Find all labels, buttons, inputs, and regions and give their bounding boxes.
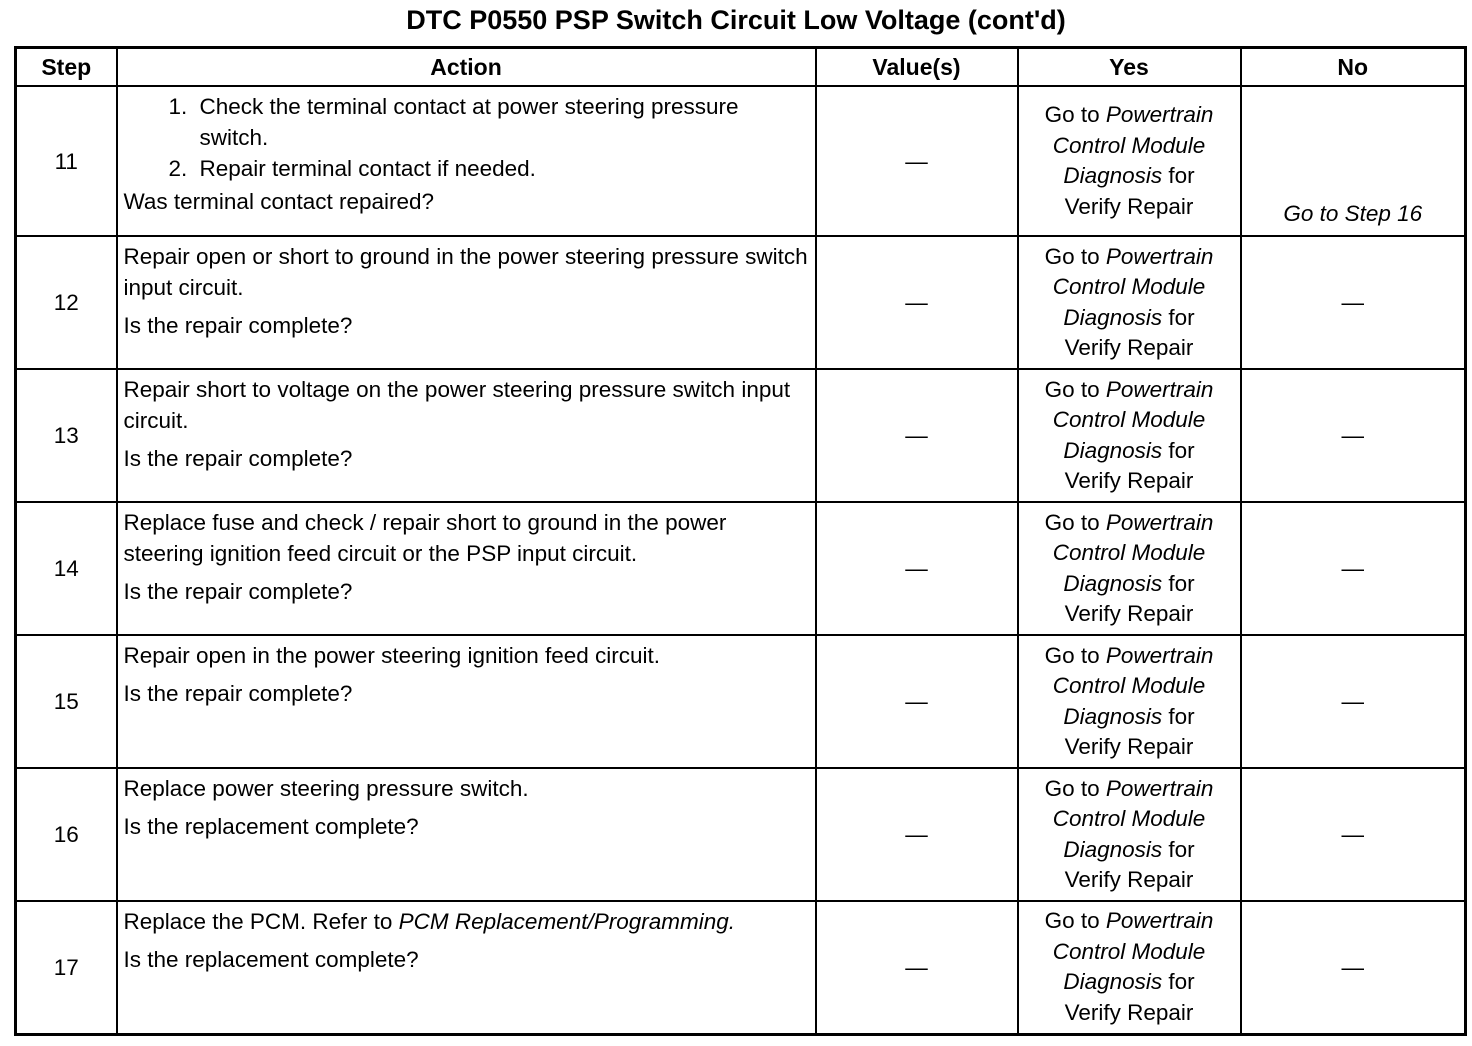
action-question: Is the repair complete?	[123, 313, 353, 338]
yes-link[interactable]: Diagnosis	[1063, 703, 1163, 729]
yes-link[interactable]: Powertrain	[1105, 642, 1214, 668]
table-row	[16, 502, 1466, 635]
yes-tail: Verify Repair	[1064, 734, 1194, 759]
action-question: Was terminal contact repaired?	[123, 189, 435, 214]
table-row	[16, 635, 1466, 768]
header-values: Value(s)	[816, 48, 1018, 87]
value-cell: —	[816, 369, 1018, 502]
table-row	[16, 236, 1466, 369]
yes-link[interactable]: Powertrain	[1105, 509, 1214, 535]
yes-tail: Verify Repair	[1064, 867, 1194, 892]
table-row	[16, 369, 1466, 502]
yes-suffix: for	[1168, 163, 1195, 188]
yes-tail: Verify Repair	[1064, 468, 1194, 493]
action-text: Repair open in the power steering ignition feed circuit.	[123, 643, 661, 668]
yes-cell	[1018, 86, 1241, 236]
value-cell: —	[816, 236, 1018, 369]
yes-link[interactable]: Powertrain	[1105, 908, 1214, 934]
action-text	[124, 906, 809, 937]
yes-link[interactable]: Powertrain	[1105, 376, 1214, 402]
step-number: 11	[16, 86, 117, 236]
yes-tail: Verify Repair	[1064, 335, 1194, 360]
header-action: Action	[117, 48, 816, 87]
action-cell	[117, 901, 816, 1034]
list-item: 1. Check the terminal contact at power steering pressure switch.	[194, 91, 809, 153]
no-cell: —	[1241, 901, 1466, 1034]
action-question: Is the replacement complete?	[123, 947, 419, 972]
action-text: Replace fuse and check / repair short to ground in the power steering ignition feed circuit or the PSP input circuit.	[123, 510, 727, 566]
list-item: 2. Repair terminal contact if needed.	[194, 153, 809, 184]
yes-cell	[1018, 635, 1241, 768]
no-cell: —	[1241, 369, 1466, 502]
yes-go-to: Go to	[1044, 243, 1100, 269]
yes-link[interactable]: Powertrain	[1105, 775, 1214, 801]
yes-cell	[1018, 369, 1241, 502]
yes-link[interactable]: Diagnosis	[1063, 304, 1163, 330]
yes-link[interactable]: Control Module	[1052, 806, 1206, 831]
yes-link[interactable]: Diagnosis	[1063, 163, 1163, 188]
action-cell	[117, 86, 816, 236]
yes-suffix: for	[1168, 304, 1195, 330]
action-cell	[117, 635, 816, 768]
diagnostic-table	[14, 46, 1467, 1036]
yes-link[interactable]: Control Module	[1052, 673, 1206, 698]
action-prefix: Replace the PCM. Refer to	[123, 909, 393, 934]
value-cell: —	[816, 635, 1018, 768]
header-no: No	[1241, 48, 1466, 87]
action-list	[124, 91, 809, 184]
yes-go-to: Go to	[1044, 775, 1100, 801]
step-number: 14	[16, 502, 117, 635]
yes-link[interactable]: Diagnosis	[1063, 836, 1163, 862]
action-text: Repair short to voltage on the power steering pressure switch input circuit.	[123, 377, 791, 433]
value-cell: —	[816, 86, 1018, 236]
yes-link[interactable]: Powertrain	[1105, 243, 1214, 269]
yes-tail: Verify Repair	[1064, 193, 1194, 219]
yes-cell	[1018, 502, 1241, 635]
yes-tail: Verify Repair	[1064, 999, 1194, 1025]
yes-link[interactable]: Diagnosis	[1063, 437, 1163, 463]
yes-cell	[1018, 768, 1241, 901]
yes-go-to: Go to	[1044, 908, 1100, 934]
yes-link[interactable]: Control Module	[1052, 540, 1206, 565]
header-yes: Yes	[1018, 48, 1241, 87]
yes-link[interactable]: Control Module	[1052, 132, 1206, 158]
step-number: 17	[16, 901, 117, 1034]
action-question: Is the repair complete?	[123, 681, 353, 706]
header-step: Step	[16, 48, 117, 87]
action-cell	[117, 768, 816, 901]
yes-go-to: Go to	[1044, 102, 1100, 127]
yes-link[interactable]: Control Module	[1052, 274, 1206, 299]
step-number: 15	[16, 635, 117, 768]
yes-cell	[1018, 901, 1241, 1034]
action-text: Replace power steering pressure switch.	[123, 776, 529, 801]
yes-link[interactable]: Powertrain	[1105, 102, 1214, 127]
action-cell	[117, 369, 816, 502]
table-header-row	[16, 48, 1466, 87]
table-row	[16, 86, 1466, 236]
yes-link[interactable]: Diagnosis	[1063, 570, 1163, 596]
yes-suffix: for	[1168, 437, 1195, 463]
value-cell: —	[816, 901, 1018, 1034]
no-cell: —	[1241, 768, 1466, 901]
action-question: Is the repair complete?	[123, 446, 353, 471]
no-cell: —	[1241, 635, 1466, 768]
action-cell	[117, 236, 816, 369]
yes-suffix: for	[1168, 703, 1195, 729]
yes-go-to: Go to	[1044, 376, 1100, 402]
step-number: 13	[16, 369, 117, 502]
value-cell: —	[816, 768, 1018, 901]
action-cell	[117, 502, 816, 635]
action-question: Is the repair complete?	[123, 579, 353, 604]
value-cell: —	[816, 502, 1018, 635]
yes-suffix: for	[1168, 836, 1195, 862]
no-cell: —	[1241, 502, 1466, 635]
yes-go-to: Go to	[1044, 642, 1100, 668]
yes-suffix: for	[1168, 570, 1195, 596]
table-row	[16, 901, 1466, 1034]
no-link[interactable]: Go to Step 16	[1283, 201, 1423, 226]
yes-link[interactable]: Diagnosis	[1063, 969, 1163, 995]
action-question: Is the replacement complete?	[123, 814, 419, 839]
yes-go-to: Go to	[1044, 509, 1100, 535]
step-number: 16	[16, 768, 117, 901]
no-cell: —	[1241, 236, 1466, 369]
yes-cell	[1018, 236, 1241, 369]
action-text: Repair open or short to ground in the power steering pressure switch input circuit.	[123, 244, 808, 300]
no-cell	[1241, 86, 1466, 236]
yes-suffix: for	[1168, 969, 1195, 995]
yes-link[interactable]: Control Module	[1052, 407, 1206, 432]
yes-tail: Verify Repair	[1064, 601, 1194, 626]
pcm-replacement-link[interactable]: PCM Replacement/Programming.	[398, 909, 736, 934]
step-number: 12	[16, 236, 117, 369]
page-title: DTC P0550 PSP Switch Circuit Low Voltage (cont'd)	[406, 5, 1066, 35]
yes-link[interactable]: Control Module	[1052, 938, 1206, 964]
table-row	[16, 768, 1466, 901]
